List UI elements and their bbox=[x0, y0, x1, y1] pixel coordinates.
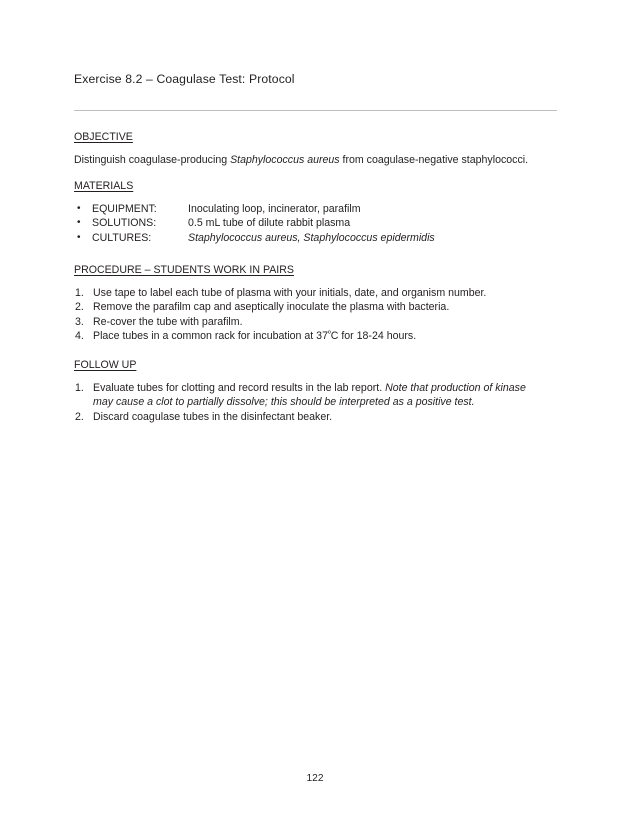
material-value: 0.5 mL tube of dilute rabbit plasma bbox=[188, 217, 351, 230]
follow-up-list bbox=[74, 381, 541, 425]
title-divider bbox=[74, 110, 557, 111]
step-text-lead: Place tubes in a common rack for incubation at 37 bbox=[93, 330, 328, 343]
step-text-tail: C for 18-24 hours. bbox=[330, 330, 417, 343]
bullet-icon: • bbox=[77, 231, 81, 243]
procedure-list bbox=[74, 286, 486, 344]
materials-list bbox=[74, 202, 435, 246]
step-marker: 2. bbox=[75, 410, 84, 423]
materials-section bbox=[74, 179, 435, 245]
procedure-section bbox=[74, 263, 486, 344]
step-marker: 3. bbox=[75, 315, 84, 328]
list-item bbox=[74, 381, 541, 410]
page-title: Exercise 8.2 – Coagulase Test: Protocol bbox=[74, 72, 295, 86]
objective-text-tail: from coagulase-negative staphylococci. bbox=[339, 153, 529, 166]
step-text: Evaluate tubes for clotting and record results in the lab report. bbox=[93, 381, 386, 394]
list-item bbox=[74, 329, 486, 344]
step-text: Use tape to label each tube of plasma with your initials, date, and organism number. bbox=[93, 286, 487, 299]
step-marker: 4. bbox=[75, 330, 84, 343]
step-text: Remove the parafilm cap and aseptically inoculate the plasma with bacteria. bbox=[93, 301, 450, 314]
follow-up-section bbox=[74, 358, 541, 424]
step-marker: 2. bbox=[75, 301, 84, 314]
list-item bbox=[74, 315, 486, 330]
objective-text bbox=[74, 153, 528, 168]
list-item bbox=[74, 300, 486, 315]
objective-text-lead: Distinguish coagulase-producing bbox=[74, 153, 231, 166]
list-item bbox=[74, 231, 435, 246]
step-marker: 1. bbox=[75, 286, 84, 299]
list-item bbox=[74, 410, 541, 425]
materials-heading: MATERIALS bbox=[74, 180, 134, 192]
material-value: Inoculating loop, incinerator, parafilm bbox=[188, 202, 361, 215]
material-value: Staphylococcus aureus, Staphylococcus epidermidis bbox=[188, 231, 435, 244]
page-number: 122 bbox=[306, 773, 324, 784]
objective-section bbox=[74, 130, 528, 167]
procedure-heading: PROCEDURE – STUDENTS WORK IN PAIRS bbox=[74, 264, 294, 276]
list-item bbox=[74, 202, 435, 217]
bullet-icon: • bbox=[77, 202, 81, 214]
material-label: SOLUTIONS: bbox=[92, 217, 157, 230]
list-item bbox=[74, 216, 435, 231]
list-item bbox=[74, 286, 486, 301]
material-label: CULTURES: bbox=[92, 231, 152, 244]
objective-heading: OBJECTIVE bbox=[74, 131, 133, 143]
degree-symbol-icon: º bbox=[327, 329, 331, 339]
step-marker: 1. bbox=[75, 381, 84, 394]
step-text: Re-cover the tube with parafilm. bbox=[93, 315, 243, 328]
material-label: EQUIPMENT: bbox=[92, 202, 157, 215]
step-note-italic: Note that production of kinase may cause a clot to partially dissolve; this should be interpreted as a positive test. bbox=[93, 381, 526, 409]
objective-organism-name: Staphylococcus aureus bbox=[230, 153, 340, 166]
step-text: Discard coagulase tubes in the disinfectant beaker. bbox=[93, 410, 333, 423]
follow-up-heading: FOLLOW UP bbox=[74, 359, 137, 371]
bullet-icon: • bbox=[77, 217, 81, 229]
